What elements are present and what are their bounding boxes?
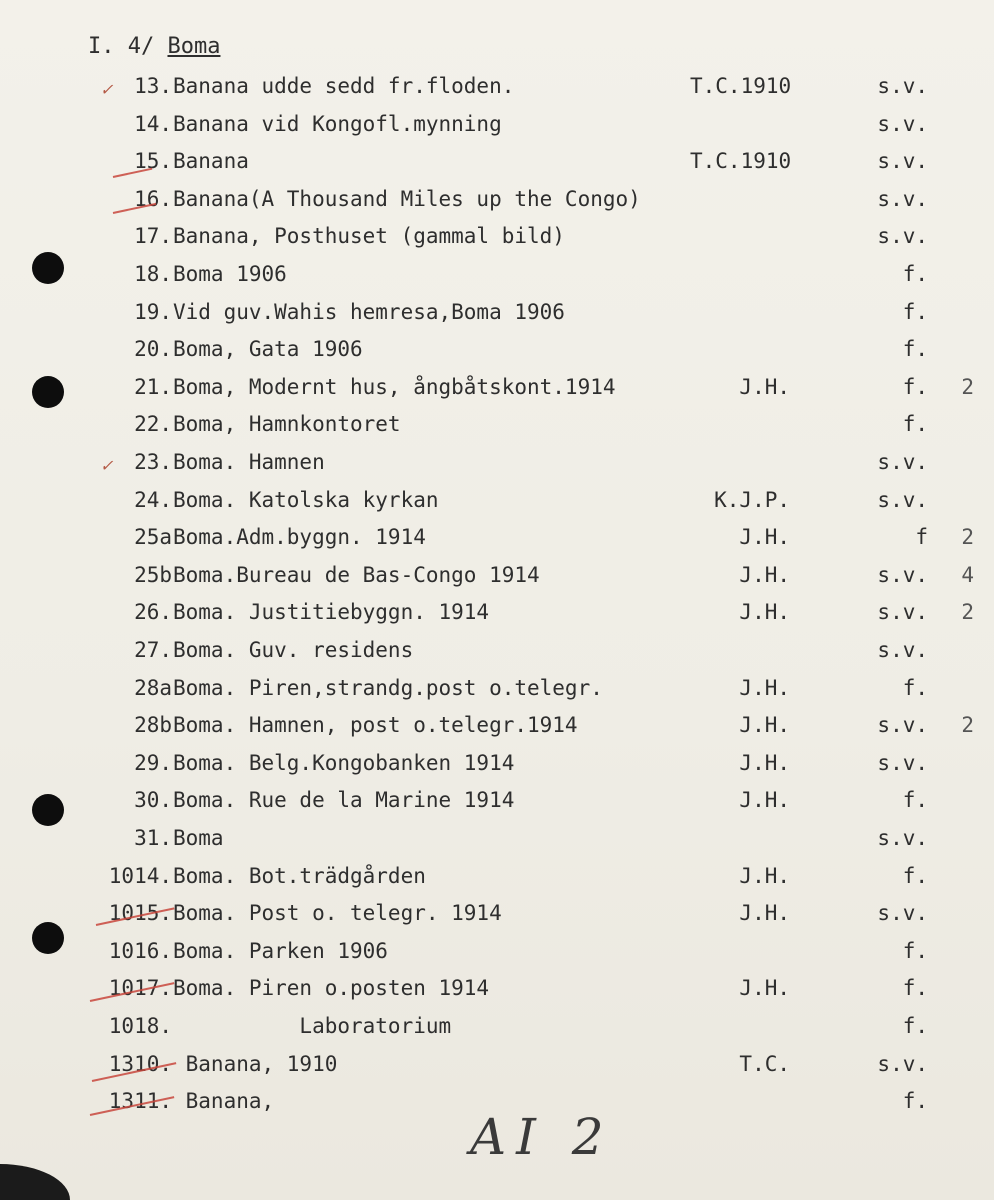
heading-place: Boma: [167, 34, 221, 59]
row-title: Vid guv.Wahis hemresa,Boma 1906: [173, 299, 565, 324]
row-num: 28b: [134, 713, 172, 738]
catalog-row: [0, 676, 994, 712]
row-title: Banana, Posthuset (gammal bild): [173, 224, 565, 249]
row-num: 1016.: [108, 938, 172, 963]
row-num: 14.: [134, 111, 172, 136]
row-num: 29.: [134, 750, 172, 775]
row-type: s.v.: [877, 562, 928, 587]
row-title: Boma. Katolska kyrkan: [173, 487, 439, 512]
row-count: 4: [961, 562, 974, 587]
row-num: 26.: [134, 600, 172, 625]
catalog-row: [0, 638, 994, 674]
row-code: J.H.: [739, 562, 790, 587]
row-title: Boma 1906: [173, 262, 287, 286]
row-title: Banana: [173, 149, 249, 174]
row-num: 13.: [134, 74, 172, 98]
catalog-row: [0, 1014, 994, 1050]
row-title: Boma. Bot.trädgården: [173, 863, 426, 888]
row-type: s.v.: [877, 1051, 928, 1076]
row-type: f.: [902, 262, 928, 286]
catalog-row: [0, 488, 994, 524]
catalog-row: [0, 300, 994, 336]
check-mark: ✓: [100, 80, 114, 99]
row-type: s.v.: [877, 450, 928, 474]
row-title: Laboratorium: [173, 1014, 452, 1038]
row-num: 28a: [134, 675, 172, 700]
row-code: J.H.: [739, 788, 790, 813]
row-code: T.C.1910: [690, 74, 792, 98]
catalog-row: [0, 74, 994, 110]
row-title: Boma.Bureau de Bas-Congo 1914: [173, 562, 540, 587]
row-num: 25a: [134, 525, 172, 550]
row-type: f.: [902, 412, 928, 437]
row-type: f: [915, 525, 928, 550]
row-num: 1014.: [108, 863, 172, 888]
row-num: 17.: [134, 224, 172, 249]
row-type: f.: [902, 299, 928, 324]
row-num: 21.: [134, 374, 172, 399]
row-title: Boma: [173, 826, 224, 850]
row-type: f.: [902, 863, 928, 888]
catalog-row: [0, 864, 994, 900]
row-title: Boma.Adm.byggn. 1914: [173, 525, 426, 550]
check-mark: ✓: [100, 456, 114, 475]
corner-shadow: [0, 1164, 70, 1200]
catalog-row: [0, 375, 994, 411]
handwritten-note: AI 2: [470, 1108, 614, 1166]
heading-prefix: I. 4/: [88, 34, 155, 59]
catalog-row: [0, 976, 994, 1012]
row-title: Banana(A Thousand Miles up the Congo): [173, 186, 641, 211]
row-num: 1015.: [108, 901, 172, 926]
row-code: J.H.: [739, 525, 790, 550]
row-title: Banana udde sedd fr.floden.: [173, 74, 515, 98]
catalog-row: [0, 600, 994, 636]
row-num: 1311.: [108, 1089, 172, 1114]
catalog-row: [0, 412, 994, 448]
row-num: 16.: [134, 186, 172, 211]
row-type: s.v.: [877, 224, 928, 249]
row-code: J.H.: [739, 600, 790, 625]
catalog-row: [0, 262, 994, 298]
row-num: 30.: [134, 788, 172, 813]
row-type: f.: [902, 976, 928, 1001]
row-title: Banana,: [173, 1089, 275, 1114]
row-type: s.v.: [877, 750, 928, 775]
row-title: Boma. Belg.Kongobanken 1914: [173, 750, 515, 775]
row-code: T.C.1910: [690, 149, 792, 174]
row-num: 1018.: [108, 1014, 172, 1038]
catalog-row: [0, 713, 994, 749]
row-type: f.: [902, 938, 928, 963]
row-type: s.v.: [877, 487, 928, 512]
row-title: Boma, Modernt hus, ångbåtskont.1914: [173, 374, 616, 399]
catalog-row: [0, 112, 994, 148]
row-num: 22.: [134, 412, 172, 437]
catalog-row: [0, 563, 994, 599]
row-code: J.H.: [739, 976, 790, 1001]
row-count: 2: [961, 374, 974, 399]
page-heading: [88, 34, 220, 59]
row-type: s.v.: [877, 111, 928, 136]
row-num: 24.: [134, 487, 172, 512]
row-code: K.J.P.: [714, 487, 790, 512]
row-count: 2: [961, 713, 974, 738]
row-type: s.v.: [877, 186, 928, 211]
row-num: 23.: [134, 450, 172, 474]
row-type: s.v.: [877, 826, 928, 850]
catalog-row: [0, 224, 994, 260]
row-title: Banana, 1910: [173, 1051, 338, 1076]
catalog-row: [0, 901, 994, 937]
row-title: Banana vid Kongofl.mynning: [173, 111, 502, 136]
row-title: Boma. Justitiebyggn. 1914: [173, 600, 490, 625]
row-count: 2: [961, 600, 974, 625]
catalog-row: [0, 525, 994, 561]
row-num: 18.: [134, 262, 172, 286]
row-title: Boma. Piren o.posten 1914: [173, 976, 490, 1001]
row-title: Boma. Parken 1906: [173, 938, 388, 963]
row-code: J.H.: [739, 374, 790, 399]
row-num: 1017.: [108, 976, 172, 1001]
row-type: f.: [902, 1014, 928, 1038]
row-count: 2: [961, 525, 974, 550]
row-code: J.H.: [739, 901, 790, 926]
row-title: Boma. Guv. residens: [173, 638, 414, 662]
row-type: s.v.: [877, 600, 928, 625]
row-type: f.: [902, 675, 928, 700]
row-num: 20.: [134, 337, 172, 362]
row-title: Boma. Hamnen: [173, 450, 325, 474]
row-title: Boma, Gata 1906: [173, 337, 363, 362]
row-num: 15.: [134, 149, 172, 174]
catalog-row: [0, 826, 994, 862]
row-code: J.H.: [739, 750, 790, 775]
row-num: 31.: [134, 826, 172, 850]
row-type: s.v.: [877, 901, 928, 926]
row-title: Boma. Hamnen, post o.telegr.1914: [173, 713, 578, 738]
row-title: Boma. Post o. telegr. 1914: [173, 901, 502, 926]
row-type: s.v.: [877, 149, 928, 174]
row-type: s.v.: [877, 638, 928, 662]
row-type: s.v.: [877, 713, 928, 738]
row-type: f.: [902, 374, 928, 399]
row-code: T.C.: [739, 1051, 790, 1076]
row-title: Boma, Hamnkontoret: [173, 412, 401, 437]
row-type: f.: [902, 788, 928, 813]
row-title: Boma. Rue de la Marine 1914: [173, 788, 515, 813]
row-type: f.: [902, 1089, 928, 1114]
row-type: s.v.: [877, 74, 928, 98]
row-code: J.H.: [739, 713, 790, 738]
row-num: 25b: [134, 562, 172, 587]
catalog-row: [0, 788, 994, 824]
row-type: f.: [902, 337, 928, 362]
catalog-row: [0, 751, 994, 787]
catalog-row: [0, 939, 994, 975]
row-num: 19.: [134, 299, 172, 324]
row-num: 27.: [134, 638, 172, 662]
catalog-row: [0, 337, 994, 373]
row-num: 1310.: [108, 1051, 172, 1076]
row-code: J.H.: [739, 863, 790, 888]
row-title: Boma. Piren,strandg.post o.telegr.: [173, 675, 603, 700]
row-code: J.H.: [739, 675, 790, 700]
catalog-row: [0, 450, 994, 486]
